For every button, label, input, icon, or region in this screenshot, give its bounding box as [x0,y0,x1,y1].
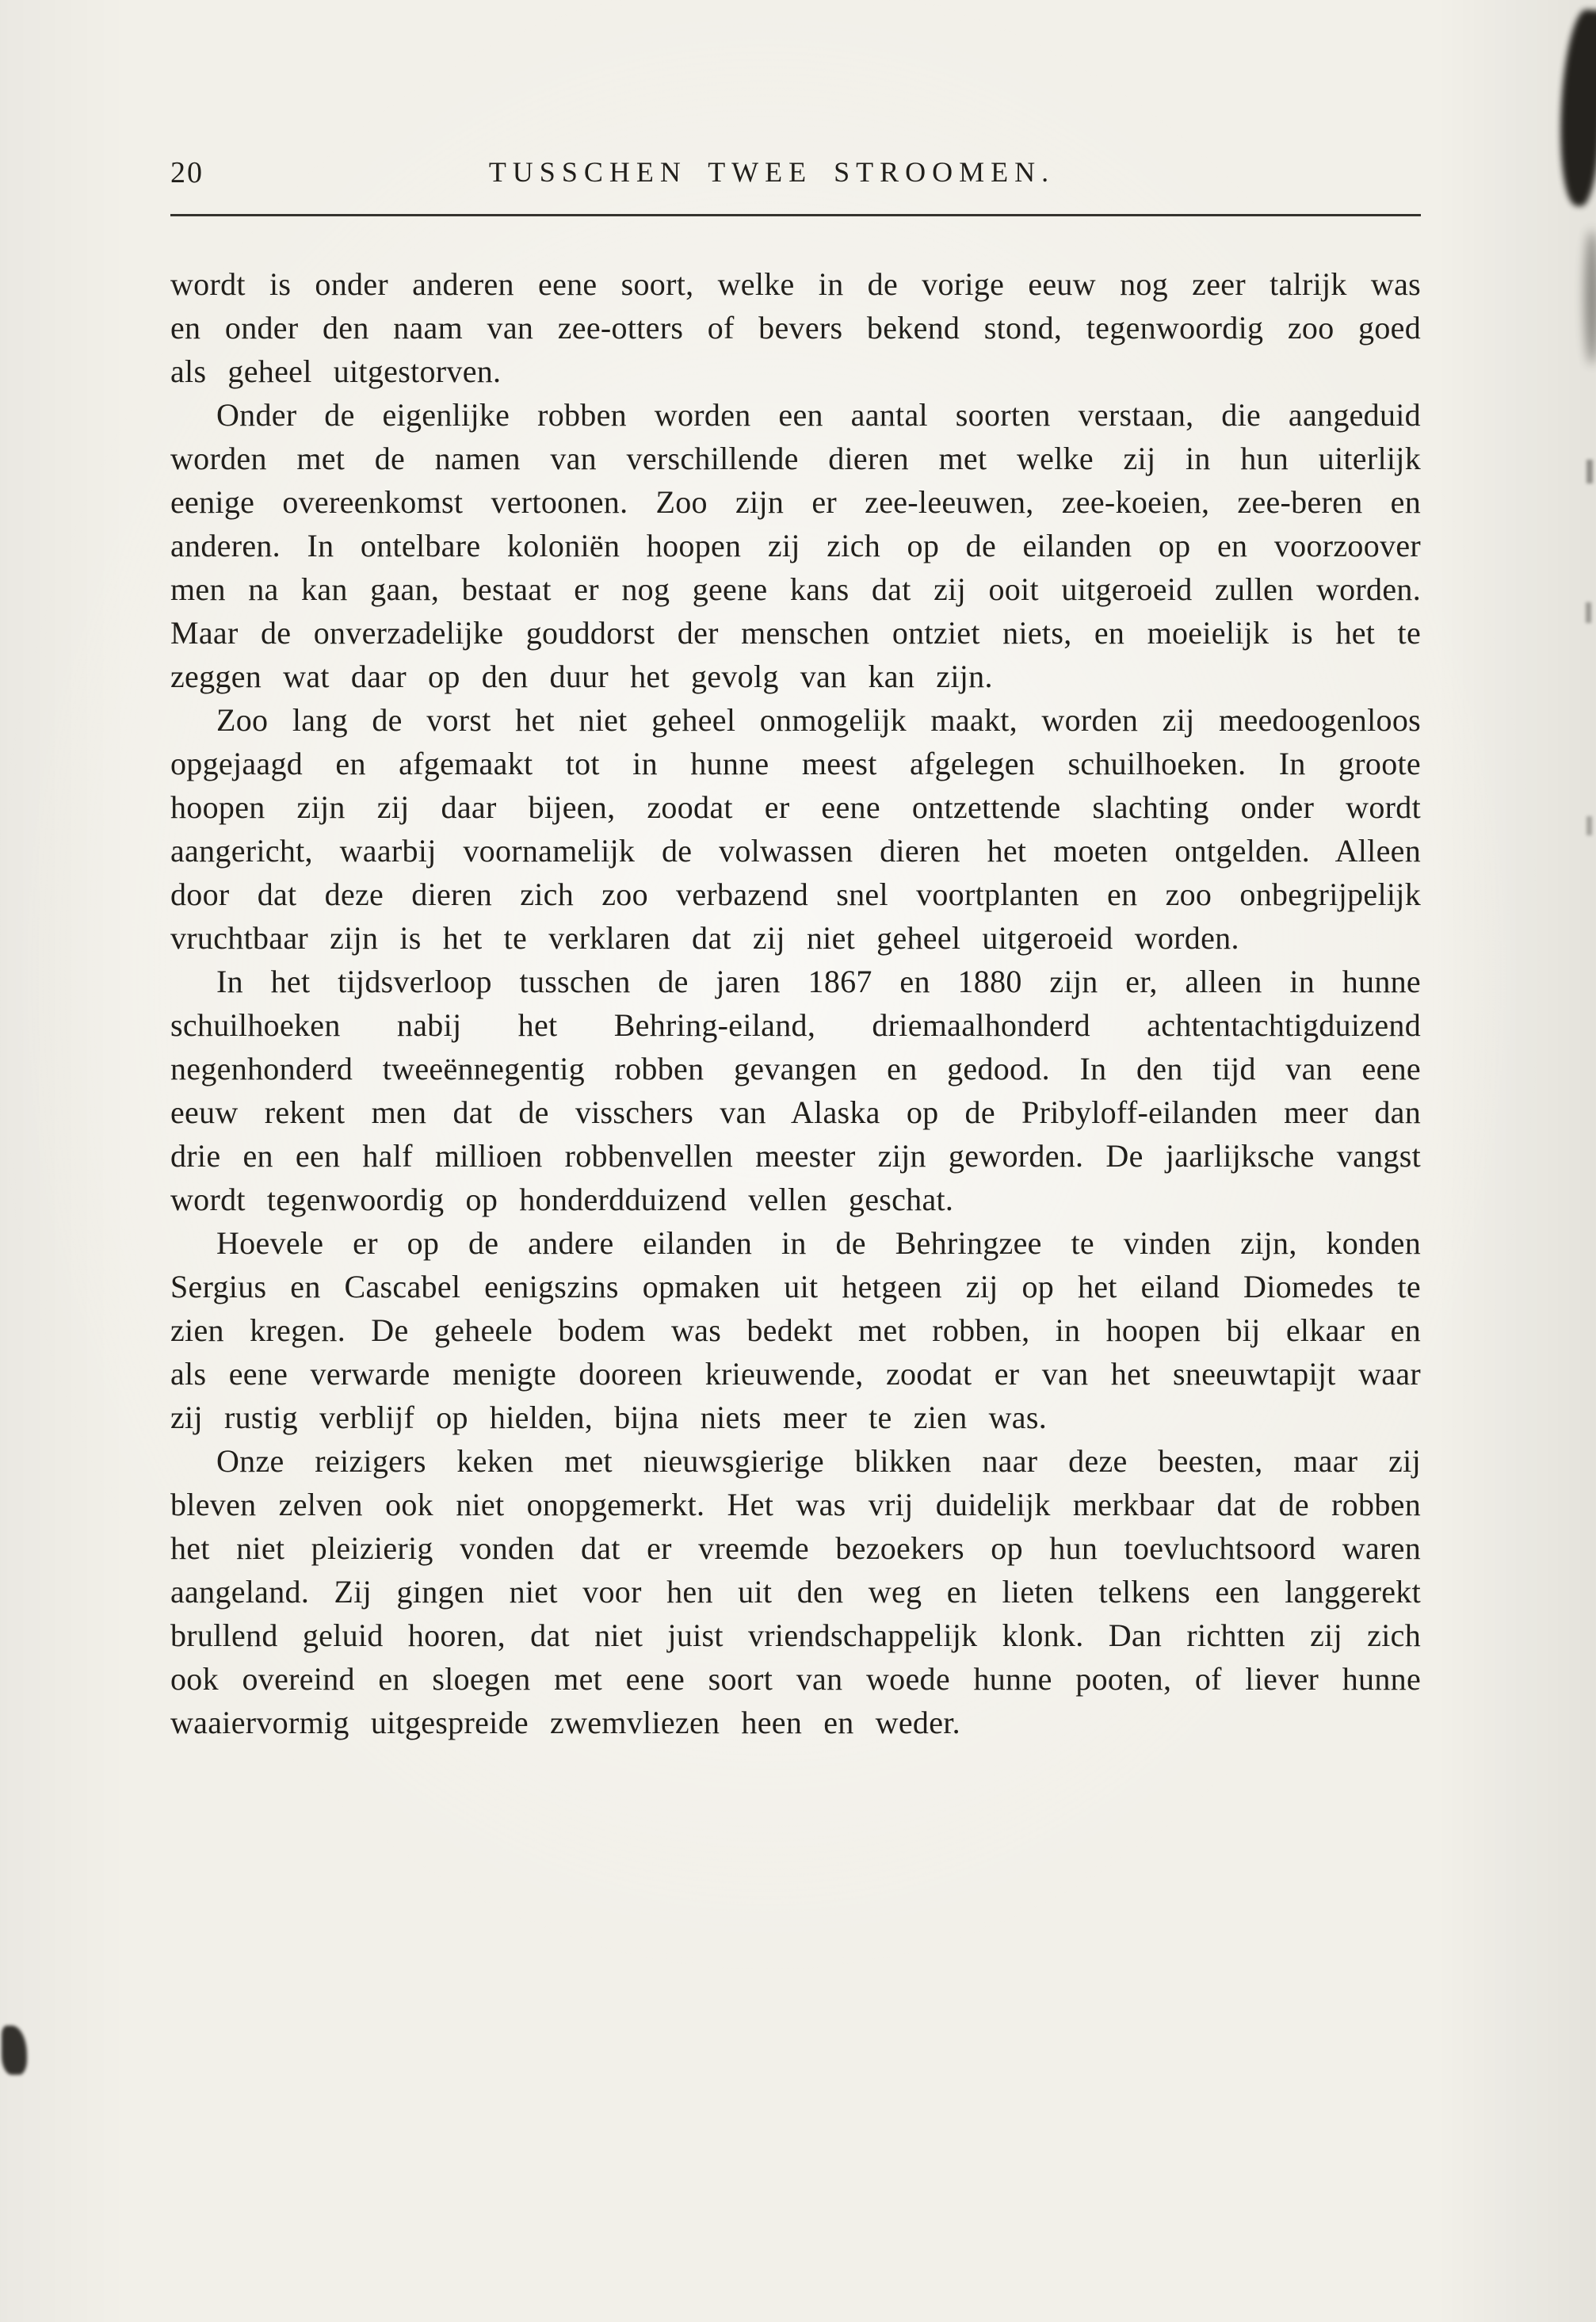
page-number: 20 [170,156,204,189]
paragraph: Onder de eigenlijke robben worden een aantal soorten verstaan, die aangeduid worden met de namen van verschillende dieren met welke zij in hun uiterlijk eenige overeenkomst vertoonen. Zoo zijn er zee-leeuwen, zee-koeien, zee-beren en anderen. In ontelbare koloniën hoopen zij zich op de eilanden op en voorzoover men na kan gaan, bestaat er nog geene kans dat zij ooit uitgeroeid zullen worden. Maar de onverzadelijke gouddorst der menschen ontziet niets, en moeielijk is het te zeggen wat daar op den duur het gevolg van kan zijn. [170,397,1421,694]
paragraph: wordt is onder anderen eene soort, welke in de vorige eeuw nog zeer talrijk was en onder den naam van zee-otters of bevers bekend stond, tegenwoordig zoo goed als geheel uitgestorven. [170,266,1421,389]
running-title: TUSSCHEN TWEE STROOMEN. [488,156,1056,188]
scan-artifact-right-tick [1586,460,1593,483]
body-text [170,262,1421,1744]
paragraph: Hoevele er op de andere eilanden in de Behringzee te vinden zijn, konden Sergius en Cascabel eenigszins opmaken uit hetgeen zij op het eiland Diomedes te zien kregen. De geheele bodem was bedekt met robben, in hoopen bij elkaar en als eene verwarde menigte dooreen krieuwende, zoodat er van het sneeuwtapijt waar zij rustig verblijf op hielden, bijna niets meer te zien was. [170,1225,1421,1435]
scan-artifact-bottom-left [2,2026,27,2075]
scan-artifact-right-tick [1586,602,1591,623]
scan-artifact-top-right [1554,8,1596,207]
header-rule [170,214,1421,216]
scan-artifact-right-tick [1586,816,1592,835]
paragraph: Onze reizigers keken met nieuwsgierige blikken naar deze beesten, maar zij bleven zelven ook niet onopgemerkt. Het was vrij duidelijk merkbaar dat de robben het niet pleizierig vonden dat er vreemde bezoekers op hun toevluchtsoord waren aangeland. Zij gingen niet voor hen uit den weg en lieten telkens een langgerekt brullend geluid hooren, dat niet juist vriendschappelijk klonk. Dan richtten zij zich ook overeind en sloegen met eene soort van woede hunne pooten, of liever hunne waaiervormig uitgespreide zwemvliezen heen en weder. [170,1443,1421,1740]
paragraph: In het tijdsverloop tusschen de jaren 1867 en 1880 zijn er, alleen in hunne schuilhoeken nabij het Behring-eiland, driemaalhonderd achtentachtigduizend negenhonderd tweeënnegentig robben gevangen en gedood. In den tijd van eene eeuw rekent men dat de visschers van Alaska op de Pribyloff-eilanden meer dan drie en een half millioen robbenvellen meester zijn geworden. De jaarlijksche vangst wordt tegenwoordig op honderdduizend vellen geschat. [170,964,1421,1217]
paragraph: Zoo lang de vorst het niet geheel onmogelijk maakt, worden zij meedoogenloos opgejaagd en afgemaakt tot in hunne meest afgelegen schuilhoeken. In groote hoopen zijn zij daar bijeen, zoodat er eene ontzettende slachting onder wordt aangericht, waarbij voornamelijk de volwassen dieren het moeten ontgelden. Alleen door dat deze dieren zich zoo verbazend snel voortplanten en zoo onbegrijpelijk vruchtbaar zijn is het te verklaren dat zij niet geheel uitgeroeid worden. [170,702,1421,956]
page-header [170,155,1421,193]
text-column [170,155,1421,1744]
scan-artifact-right-smudge [1585,230,1596,365]
